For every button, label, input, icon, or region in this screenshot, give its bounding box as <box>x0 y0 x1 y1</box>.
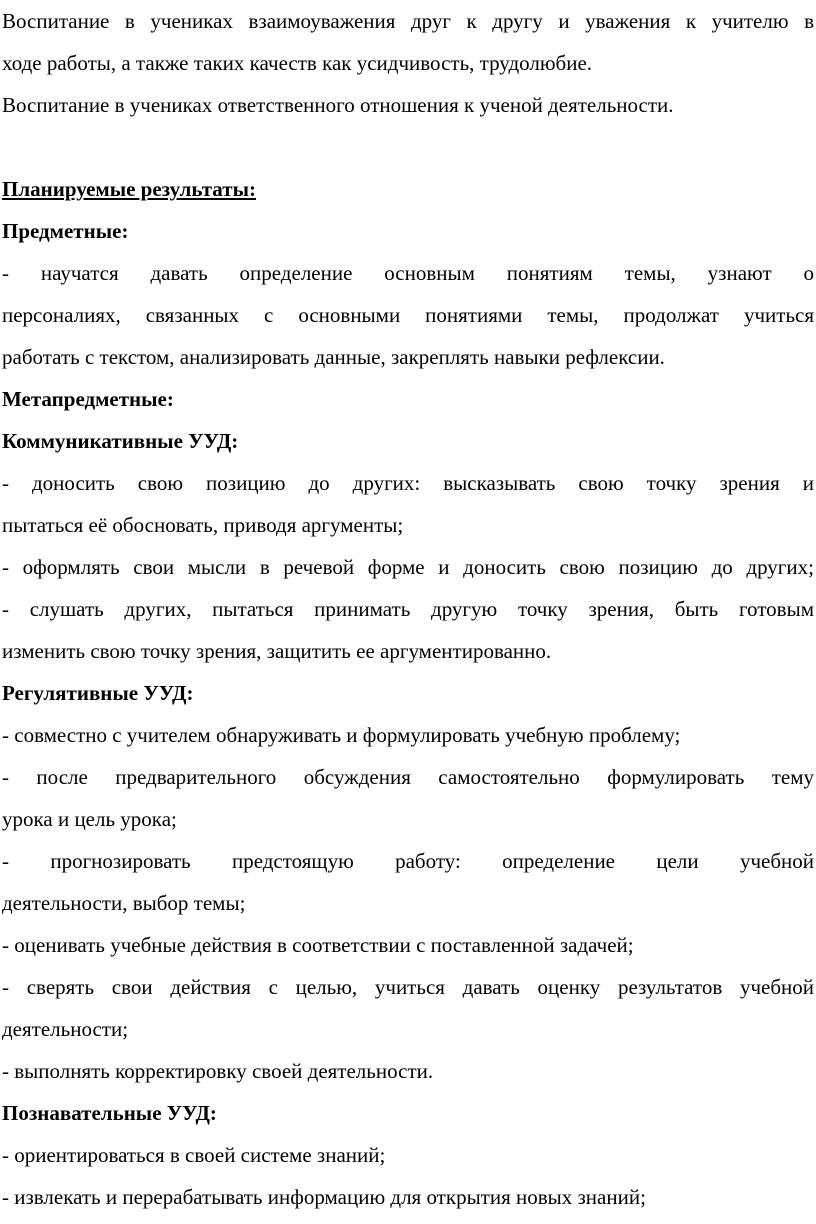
cognitive-line-1: - ориентироваться в своей системе знаний; <box>2 1143 386 1167</box>
results-heading: Планируемые результаты: <box>2 177 256 201</box>
communicative-heading: Коммуникативные УУД: <box>2 429 239 453</box>
communicative-line-5: изменить свою точку зрения, защитить ее аргументированно. <box>2 639 552 663</box>
regulative-line-1: - совместно с учителем обнаруживать и формулировать учебную проблему; <box>2 723 681 747</box>
intro-line-3: Воспитание в учениках ответственного отношения к ученой деятельности. <box>2 93 674 117</box>
regulative-heading: Регулятивные УУД: <box>2 681 194 705</box>
subject-line-1: - научатся давать определение основным понятиям темы, узнают о <box>2 261 814 285</box>
regulative-line-9: - выполнять корректировку своей деятельности. <box>2 1059 434 1083</box>
communicative-line-3: - оформлять свои мысли в речевой форме и доносить свою позицию до других; <box>2 555 814 579</box>
communicative-line-4: - слушать других, пытаться принимать другую точку зрения, быть готовым <box>2 597 814 621</box>
communicative-line-2: пытаться её обосновать, приводя аргументы; <box>2 513 404 537</box>
regulative-line-2: - после предварительного обсуждения самостоятельно формулировать тему <box>2 765 814 789</box>
regulative-line-3: урока и цель урока; <box>2 807 177 831</box>
subject-line-3: работать с текстом, анализировать данные, закреплять навыки рефлексии. <box>2 345 665 369</box>
regulative-line-4: - прогнозировать предстоящую работу: определение цели учебной <box>2 849 814 873</box>
regulative-line-7: - сверять свои действия с целью, учиться давать оценку результатов учебной <box>2 975 814 999</box>
document-page <box>2 0 814 1218</box>
cognitive-heading: Познавательные УУД: <box>2 1101 217 1125</box>
cognitive-line-2: - извлекать и перерабатывать информацию для открытия новых знаний; <box>2 1185 646 1209</box>
communicative-line-1: - доносить свою позицию до других: высказывать свою точку зрения и <box>2 471 814 495</box>
blank-spacer <box>2 126 814 168</box>
meta-heading: Метапредметные: <box>2 387 174 411</box>
subject-heading: Предметные: <box>2 219 129 243</box>
regulative-line-5: деятельности, выбор темы; <box>2 891 246 915</box>
regulative-line-6: - оценивать учебные действия в соответствии с поставленной задачей; <box>2 933 634 957</box>
subject-line-2: персоналиях, связанных с основными понятиями темы, продолжат учиться <box>2 303 814 327</box>
intro-line-1: Воспитание в учениках взаимоуважения друг к другу и уважения к учителю в <box>2 9 814 33</box>
intro-line-2: ходе работы, а также таких качеств как усидчивость, трудолюбие. <box>2 51 593 75</box>
regulative-line-8: деятельности; <box>2 1017 129 1041</box>
